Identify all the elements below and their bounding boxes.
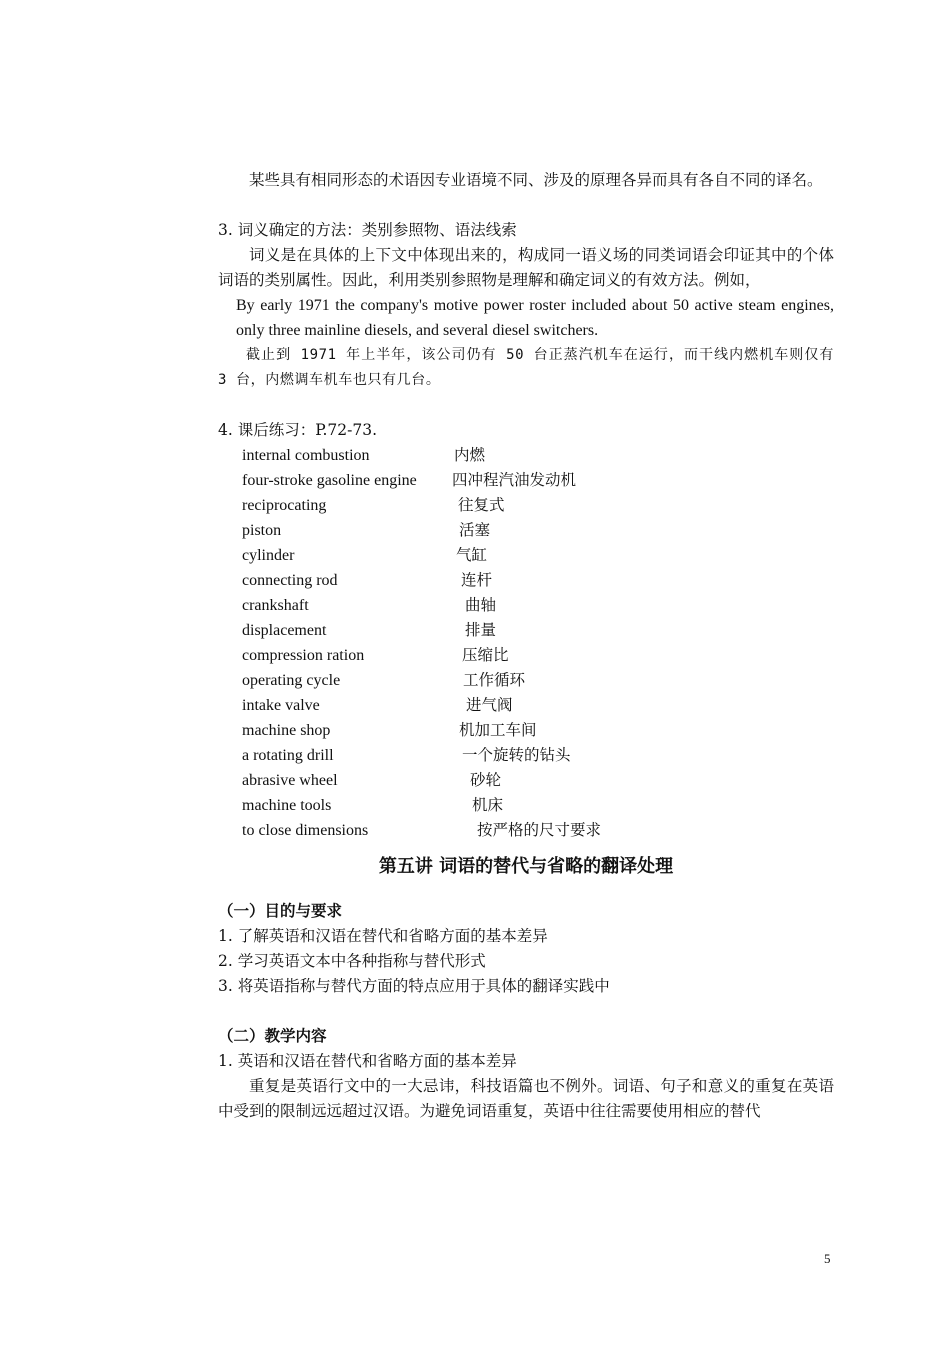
vocab-translation: 机床 [472, 796, 504, 814]
page-number: 5 [824, 1251, 831, 1266]
vocab-term: connecting rod [242, 572, 338, 589]
vocab-translation: 活塞 [459, 521, 491, 539]
vocab-term: cylinder [242, 547, 295, 564]
vocab-term: displacement [242, 622, 327, 639]
part1-heading: （一）目的与要求 [218, 902, 343, 920]
vocab-translation: 砂轮 [470, 771, 502, 789]
vocab-translation: 往复式 [458, 496, 505, 514]
vocab-translation: 四冲程汽油发动机 [452, 471, 577, 489]
vocab-item [242, 518, 834, 543]
vocab-item [242, 818, 834, 843]
vocab-translation: 按严格的尺寸要求 [477, 821, 602, 839]
vocab-item [242, 493, 834, 518]
section3-heading: 3. 词义确定的方法：类别参照物、语法线索 [218, 221, 517, 239]
spacer [218, 999, 834, 1024]
part2-heading: （二）教学内容 [218, 1027, 327, 1045]
example-english: By early 1971 the company's motive power roster included about 50 active steam engines, only three mainline diesels, and several diesel switchers. [236, 297, 834, 339]
part2-paragraph: 重复是英语行文中的一大忌讳，科技语篇也不例外。词语、句子和意义的重复在英语中受到的限制远远超过汉语。为避免词语重复，英语中往往需要使用相应的替代 [218, 1077, 834, 1120]
document-page [218, 168, 834, 1124]
vocab-translation: 机加工车间 [459, 721, 537, 739]
vocab-item [242, 793, 834, 818]
example-chinese: 截止到 1971 年上半年，该公司仍有 50 台正蒸汽机车在运行，而干线内燃机车则仅有 3 台，内燃调车机车也只有几台。 [218, 347, 834, 388]
vocab-term: a rotating drill [242, 747, 334, 764]
vocab-translation: 工作循环 [463, 671, 526, 689]
vocab-term: reciprocating [242, 497, 327, 514]
vocab-item [242, 468, 834, 493]
lecture-title: 第五讲 词语的替代与省略的翻译处理 [378, 856, 674, 877]
section3-paragraph: 词义是在具体的上下文中体现出来的，构成同一语义场的同类词语会印证其中的个体词语的类别属性。因此，利用类别参照物是理解和确定词义的有效方法。例如， [218, 246, 834, 289]
vocab-item [242, 668, 834, 693]
vocab-item [242, 593, 834, 618]
intro-paragraph: 某些具有相同形态的术语因专业语境不同、涉及的原理各异而具有各自不同的译名。 [249, 171, 823, 189]
vocab-translation: 压缩比 [462, 646, 509, 664]
vocab-translation: 一个旋转的钻头 [462, 746, 571, 764]
vocab-term: internal combustion [242, 447, 370, 464]
vocab-term: crankshaft [242, 597, 309, 614]
vocab-item [242, 718, 834, 743]
vocab-translation: 曲轴 [465, 596, 497, 614]
vocab-term: machine tools [242, 797, 332, 814]
vocab-term: four-stroke gasoline engine [242, 472, 417, 489]
part2-item: 1. 英语和汉语在替代和省略方面的基本差异 [218, 1052, 517, 1070]
vocab-term: compression ration [242, 647, 365, 664]
vocab-term: operating cycle [242, 672, 341, 689]
vocab-list [242, 443, 834, 843]
vocab-item [242, 568, 834, 593]
vocab-translation: 进气阀 [466, 696, 513, 714]
vocab-item [242, 768, 834, 793]
vocab-item [242, 743, 834, 768]
vocab-term: machine shop [242, 722, 331, 739]
part1-item: 3. 将英语指称与替代方面的特点应用于具体的翻译实践中 [218, 977, 610, 995]
vocab-item [242, 693, 834, 718]
part1-item: 1. 了解英语和汉语在替代和省略方面的基本差异 [218, 927, 548, 945]
vocab-translation: 连杆 [461, 571, 493, 589]
vocab-item [242, 643, 834, 668]
vocab-translation: 内燃 [454, 446, 486, 464]
part1-item: 2. 学习英语文本中各种指称与替代形式 [218, 952, 486, 970]
vocab-term: piston [242, 522, 282, 539]
spacer [218, 393, 834, 418]
vocab-translation: 排量 [465, 621, 497, 639]
spacer [218, 193, 834, 218]
vocab-term: intake valve [242, 697, 320, 714]
section4-heading: 4. 课后练习：P.72-73. [218, 421, 378, 439]
vocab-item [242, 443, 834, 468]
vocab-translation: 气缸 [456, 546, 488, 564]
vocab-item [242, 543, 834, 568]
vocab-item [242, 618, 834, 643]
vocab-term: to close dimensions [242, 822, 369, 839]
vocab-term: abrasive wheel [242, 772, 338, 789]
